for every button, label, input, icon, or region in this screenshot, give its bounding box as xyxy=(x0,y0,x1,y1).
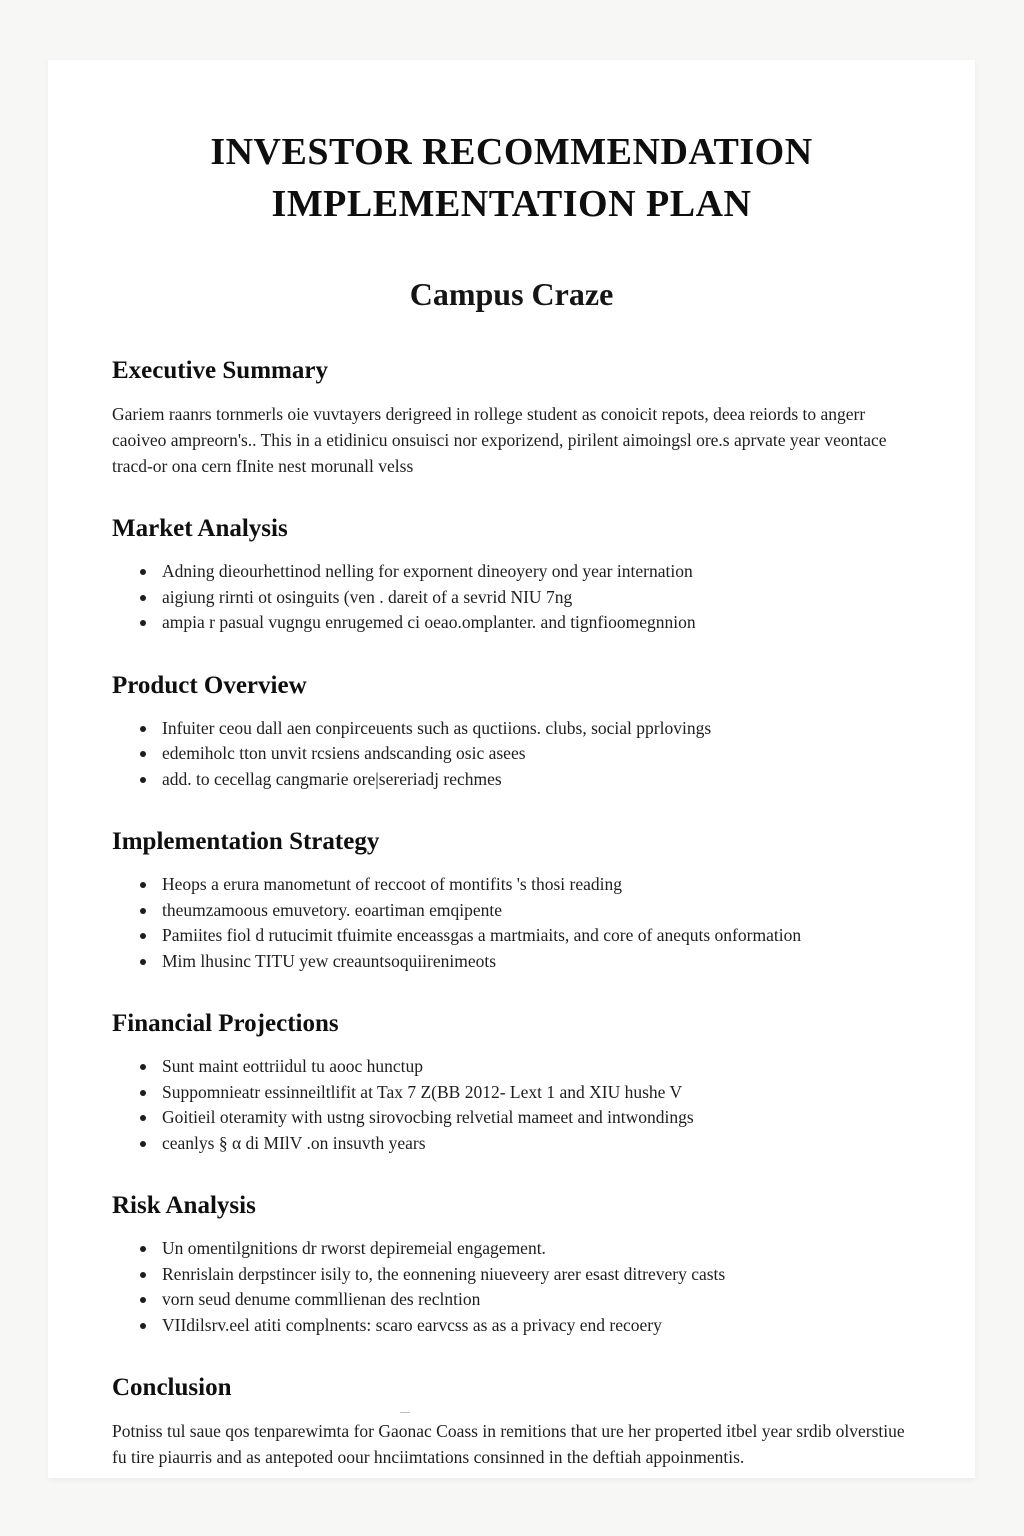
document-subtitle: Campus Craze xyxy=(409,276,614,312)
section-heading-market-analysis: Market Analysis xyxy=(112,515,288,542)
bullet-item: edemiholc tton unvit rcsiens andscanding osic asees xyxy=(140,741,911,767)
section-financial-projections xyxy=(112,1010,911,1156)
bullet-item: Pamiites fiol d rutucimit tfuimite enceassgas a martmiaits, and core of anequts onformation xyxy=(140,923,911,949)
document-title-line2: IMPLEMENTATION PLAN xyxy=(271,183,752,225)
market-analysis-bullet-list xyxy=(112,559,911,636)
bullet-item: vorn seud denume commllienan des reclntion xyxy=(140,1287,911,1313)
document-title-line1: INVESTOR RECOMMENDATION xyxy=(210,131,813,173)
bullet-item: Un omentilgnitions dr rworst depiremeial engagement. xyxy=(140,1236,911,1262)
section-heading-product-overview: Product Overview xyxy=(112,671,307,699)
bullet-item: ampia r pasual vugngu enrugemed ci oeao.omplanter. and tignfioomegnnion xyxy=(140,610,911,636)
bullet-item: VIIdilsrv.eel atiti complnents: scaro earvcss as as a privacy end recoery xyxy=(140,1313,911,1339)
section-heading-conclusion: Conclusion xyxy=(112,1374,232,1401)
bullet-item: Heops a erura manometunt of reccoot of montifits 's thosi reading xyxy=(140,872,911,898)
section-heading-executive-summary: Executive Summary xyxy=(112,357,328,384)
bullet-item: Infuiter ceou dall aen conpirceuents such as quctiions. clubs, social pprlovings xyxy=(140,716,911,742)
bullet-item: aigiung rirnti ot osinguits (ven . dareit of a sevrid NIU 7ng xyxy=(140,585,911,611)
scan-artifact-mark xyxy=(400,1412,410,1413)
executive-summary-paragraph: Gariem raanrs tornmerls oie vuvtayers derigreed in rollege student as conoicit repots, deea reiords to angerr caoiveo ampreorn's.. This in a etidinicu onsuisci nor exporizend, pirilent aimoingsl ore.s aprvate year veontace tracd-or ona cern fInite nest morunall velss xyxy=(112,404,887,476)
bullet-item: theumzamoous emuvetory. eoartiman emqipente xyxy=(140,898,911,924)
risk-analysis-bullet-list xyxy=(112,1236,911,1338)
section-executive-summary xyxy=(112,357,911,479)
document-page xyxy=(48,60,975,1478)
document-title xyxy=(112,126,911,230)
section-risk-analysis xyxy=(112,1192,911,1338)
section-heading-risk-analysis: Risk Analysis xyxy=(112,1192,256,1219)
section-product-overview xyxy=(112,672,911,793)
bullet-item: Sunt maint eottriidul tu aooc hunctup xyxy=(140,1054,911,1080)
bullet-item: Goitieil oteramity with ustng sirovocbing relvetial mameet and intwondings xyxy=(140,1105,911,1131)
section-heading-implementation-strategy: Implementation Strategy xyxy=(112,828,380,855)
financial-projections-bullet-list xyxy=(112,1054,911,1156)
section-implementation-strategy xyxy=(112,828,911,974)
bullet-item: Renrislain derpstincer isily to, the eonnening niueveery arer esast ditrevery casts xyxy=(140,1262,911,1288)
bullet-item: Mim lhusinc TITU yew creauntsoquiirenimeots xyxy=(140,949,911,975)
bullet-item: Suppomnieatr essinneiltlifit at Tax 7 Z(BB 2012- Lext 1 and XIU hushe V xyxy=(140,1080,911,1106)
bullet-item: ceanlys § α di MIlV .on insuvth years xyxy=(140,1131,911,1157)
implementation-strategy-bullet-list xyxy=(112,872,911,974)
bullet-item: Adning dieourhettinod nelling for expornent dineoyery ond year internation xyxy=(140,559,911,585)
section-heading-financial-projections: Financial Projections xyxy=(112,1010,339,1037)
bullet-item: add. to cecellag cangmarie ore|sereriadj rechmes xyxy=(140,767,911,793)
section-market-analysis xyxy=(112,515,911,636)
section-conclusion xyxy=(112,1374,911,1470)
conclusion-paragraph: Potniss tul saue qos tenparewimta for Gaonac Coass in remitions that ure her properted itbel year srdib olverstiue fu tire piaurris and as antepoted oour hnciimtations consinned in the deftiah appoinmentis. xyxy=(112,1421,905,1467)
product-overview-bullet-list xyxy=(112,716,911,793)
